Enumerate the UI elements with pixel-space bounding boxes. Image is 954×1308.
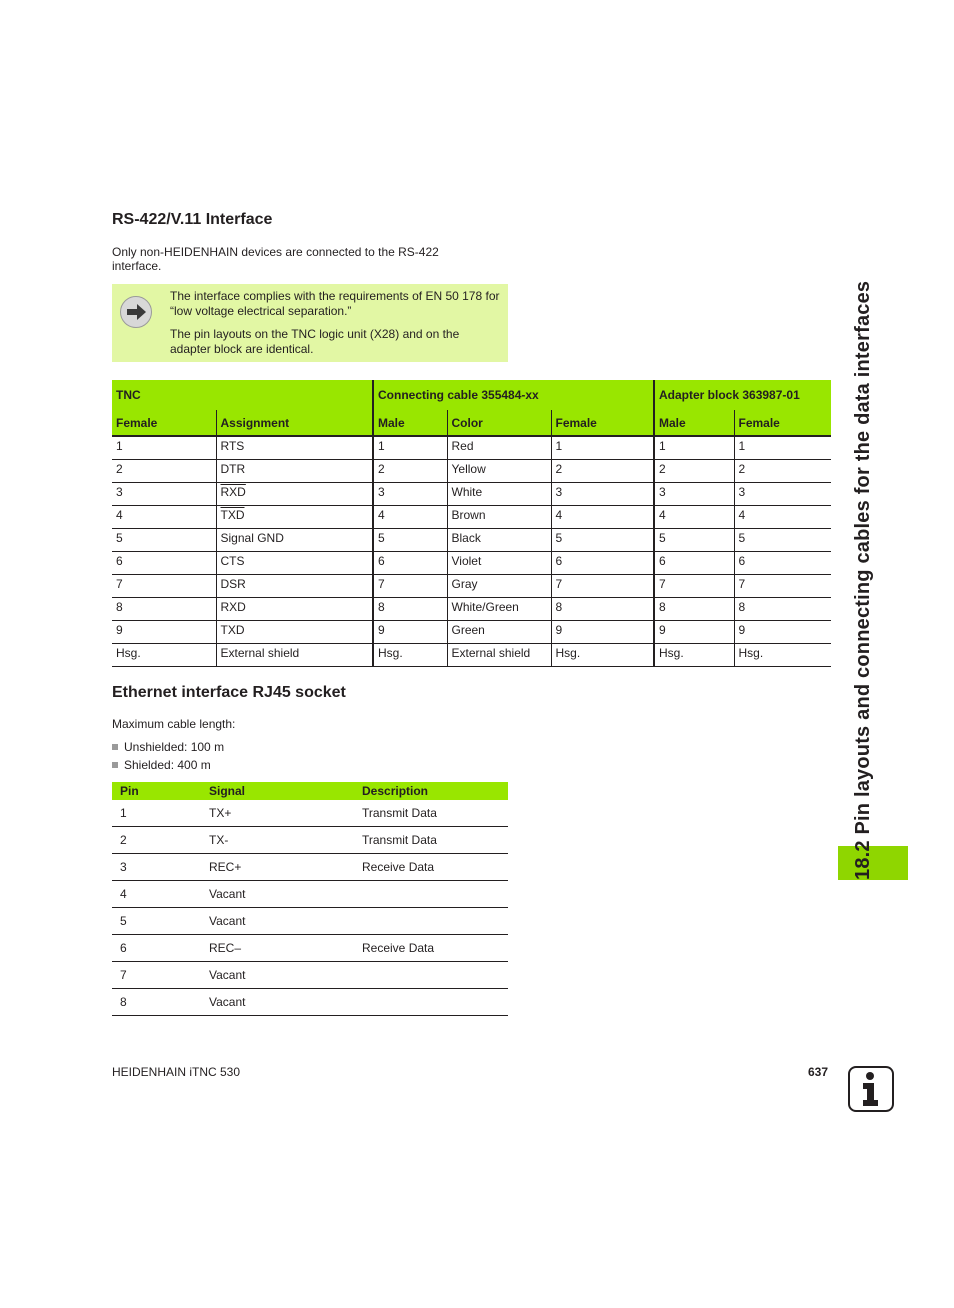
cell: Signal GND	[216, 529, 373, 552]
cell: 7	[373, 575, 447, 598]
col-header: Male	[373, 410, 447, 436]
cell: 6	[112, 935, 201, 962]
cell: 9	[734, 621, 831, 644]
cell: 8	[373, 598, 447, 621]
cell: TX-	[201, 827, 354, 854]
table-row	[112, 935, 508, 962]
cell: 5	[654, 529, 734, 552]
cell: 8	[734, 598, 831, 621]
note-box	[112, 284, 508, 362]
cell: 4	[734, 506, 831, 529]
table-row	[112, 552, 831, 575]
cell	[216, 506, 373, 529]
col-header: Description	[354, 782, 508, 800]
cell: 6	[112, 552, 216, 575]
table-row	[112, 575, 831, 598]
col-header: Assignment	[216, 410, 373, 436]
cell	[216, 483, 373, 506]
cell: 9	[551, 621, 654, 644]
table-row	[112, 460, 831, 483]
bullet-text: Unshielded: 100 m	[124, 740, 225, 754]
table-row	[112, 827, 508, 854]
table-row	[112, 621, 831, 644]
chapter-title: 18.2 Pin layouts and connecting cables for the data interfaces	[852, 280, 874, 880]
cell: 1	[373, 436, 447, 460]
table-row	[112, 483, 831, 506]
cell: 8	[551, 598, 654, 621]
cell: TXD	[216, 621, 373, 644]
cell	[354, 962, 508, 989]
info-icon	[848, 1066, 894, 1112]
signal-txd-inverted: $\overline{TXD}$	[220, 508, 245, 522]
cell: DTR	[216, 460, 373, 483]
cell	[354, 989, 508, 1016]
cell: Hsg.	[112, 644, 216, 667]
cell: Hsg.	[734, 644, 831, 667]
cell: Vacant	[201, 881, 354, 908]
bullet-item	[112, 758, 211, 772]
group-header-tnc: TNC	[112, 380, 373, 410]
table-row	[112, 436, 831, 460]
table-row	[112, 962, 508, 989]
table-row	[112, 908, 508, 935]
cell: 9	[373, 621, 447, 644]
cell: 3	[551, 483, 654, 506]
cell: External shield	[216, 644, 373, 667]
rs422-pin-table	[112, 380, 831, 667]
cell: 3	[112, 854, 201, 881]
cell: 1	[654, 436, 734, 460]
cell: 4	[654, 506, 734, 529]
col-header: Female	[734, 410, 831, 436]
table-row	[112, 854, 508, 881]
cell: 5	[373, 529, 447, 552]
rs422-intro: Only non-HEIDENHAIN devices are connected to the RS-422 interface.	[112, 245, 439, 273]
signal-rxd-inverted: $\overline{RXD}$	[220, 485, 246, 499]
ethernet-heading: Ethernet interface RJ45 socket	[112, 684, 346, 701]
cell: 4	[373, 506, 447, 529]
page-number: 637	[808, 1065, 829, 1079]
cell: DSR	[216, 575, 373, 598]
cell: Green	[447, 621, 551, 644]
cell: 7	[112, 575, 216, 598]
cell: White/Green	[447, 598, 551, 621]
cell: Vacant	[201, 962, 354, 989]
table-row	[112, 800, 508, 827]
ethernet-pin-table	[112, 782, 508, 1016]
cell: Black	[447, 529, 551, 552]
cell: 5	[734, 529, 831, 552]
cell: Hsg.	[654, 644, 734, 667]
cell: 3	[112, 483, 216, 506]
col-header: Female	[551, 410, 654, 436]
cell: 1	[551, 436, 654, 460]
cell: Transmit Data	[354, 800, 508, 827]
cell: 3	[734, 483, 831, 506]
table-row	[112, 644, 831, 667]
cell: 9	[654, 621, 734, 644]
cell: 9	[112, 621, 216, 644]
cell: 2	[654, 460, 734, 483]
cell: Yellow	[447, 460, 551, 483]
cell: Hsg.	[551, 644, 654, 667]
col-header: Pin	[112, 782, 201, 800]
cell: Hsg.	[373, 644, 447, 667]
cell: Receive Data	[354, 935, 508, 962]
table-row	[112, 989, 508, 1016]
cell	[354, 881, 508, 908]
cell: 3	[654, 483, 734, 506]
table-row	[112, 598, 831, 621]
cell: 2	[551, 460, 654, 483]
rs422-heading: RS-422/V.11 Interface	[112, 211, 273, 228]
table-row	[112, 506, 831, 529]
cell: RTS	[216, 436, 373, 460]
cell	[354, 908, 508, 935]
cell: Transmit Data	[354, 827, 508, 854]
cell: 7	[551, 575, 654, 598]
cell: 7	[654, 575, 734, 598]
cell: 5	[112, 908, 201, 935]
cell: TX+	[201, 800, 354, 827]
cell: 8	[112, 598, 216, 621]
cell: 5	[112, 529, 216, 552]
cell: White	[447, 483, 551, 506]
cell: 1	[112, 800, 201, 827]
group-header-cable: Connecting cable 355484-xx	[373, 380, 654, 410]
col-header: Male	[654, 410, 734, 436]
table-row	[112, 529, 831, 552]
cell: 3	[373, 483, 447, 506]
cell: 2	[373, 460, 447, 483]
cell: 2	[734, 460, 831, 483]
cell: Gray	[447, 575, 551, 598]
bullet-item	[112, 740, 224, 754]
square-bullet-icon	[112, 762, 118, 768]
cell: Violet	[447, 552, 551, 575]
footer-product: HEIDENHAIN iTNC 530	[112, 1065, 241, 1079]
cell: 8	[654, 598, 734, 621]
group-header-adapter: Adapter block 363987-01	[654, 380, 831, 410]
note-paragraph-2: The pin layouts on the TNC logic unit (X28) and on the adapter block are identical.	[170, 327, 460, 356]
note-paragraph-1: The interface complies with the requirements of EN 50 178 for “low voltage electrical separation.”	[170, 289, 500, 318]
cell: 6	[373, 552, 447, 575]
cell: Red	[447, 436, 551, 460]
table-row	[112, 881, 508, 908]
cell: 4	[112, 881, 201, 908]
cell: 1	[734, 436, 831, 460]
cell: 8	[112, 989, 201, 1016]
bullet-text: Shielded: 400 m	[124, 758, 211, 772]
col-header: Signal	[201, 782, 354, 800]
cell: Receive Data	[354, 854, 508, 881]
cell: REC–	[201, 935, 354, 962]
cell: 1	[112, 436, 216, 460]
cell: REC+	[201, 854, 354, 881]
col-header: Female	[112, 410, 216, 436]
cell: Vacant	[201, 908, 354, 935]
cell: 4	[551, 506, 654, 529]
cell: 5	[551, 529, 654, 552]
cell: 4	[112, 506, 216, 529]
cell: CTS	[216, 552, 373, 575]
cell: Vacant	[201, 989, 354, 1016]
arrow-right-icon	[120, 296, 152, 328]
cell: RXD	[216, 598, 373, 621]
cell: 6	[654, 552, 734, 575]
cell: 2	[112, 827, 201, 854]
cell: 6	[551, 552, 654, 575]
square-bullet-icon	[112, 744, 118, 750]
cell: External shield	[447, 644, 551, 667]
cell: 7	[734, 575, 831, 598]
ethernet-intro: Maximum cable length:	[112, 717, 236, 731]
cell: 7	[112, 962, 201, 989]
cell: Brown	[447, 506, 551, 529]
cell: 6	[734, 552, 831, 575]
col-header: Color	[447, 410, 551, 436]
cell: 2	[112, 460, 216, 483]
